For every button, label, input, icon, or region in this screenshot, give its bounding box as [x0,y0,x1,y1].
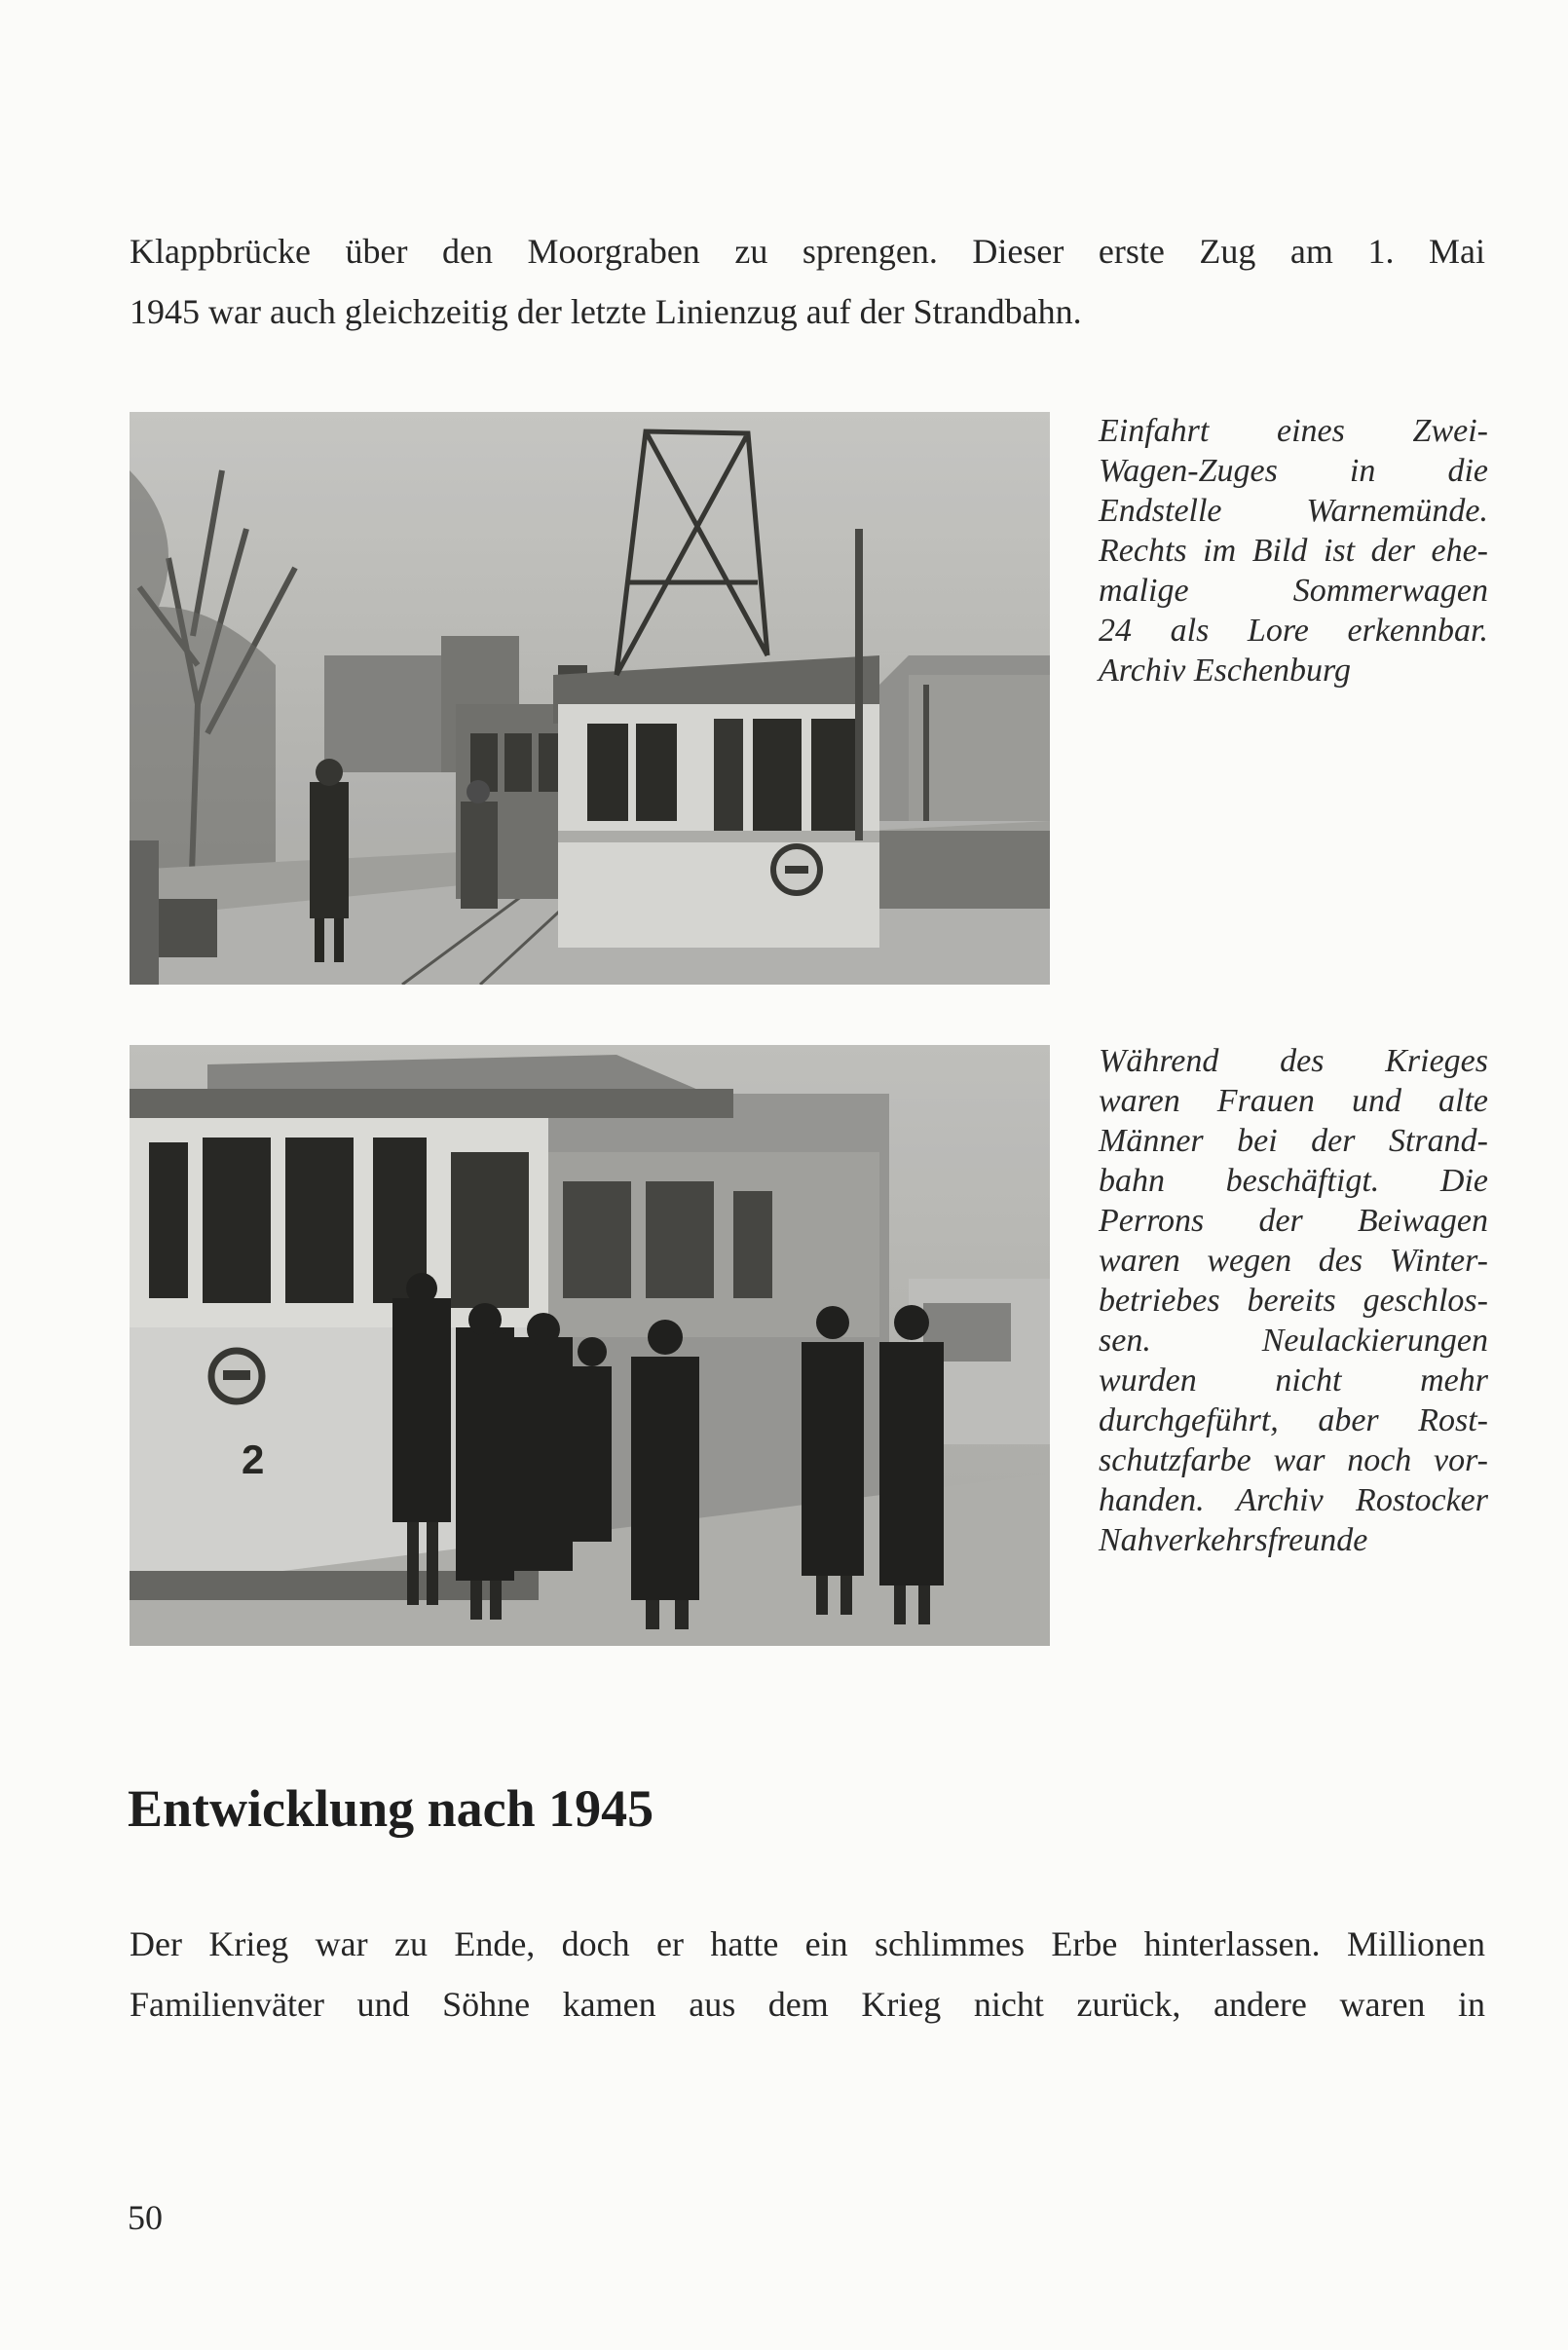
caption-2-line-3: Männer bei der Strand- [1099,1123,1488,1159]
caption-2-line-2: waren Frauen und alte [1099,1083,1488,1119]
caption-2-line-10: durchgeführt, aber Rost- [1099,1402,1488,1438]
caption-2-line-12: handen. Archiv Rostocker [1099,1482,1488,1518]
intro-line-1: Klappbrücke über den Moorgraben zu sprengen. Dieser erste Zug am 1. Mai [130,232,1485,271]
caption-2-line-1: Während des Krieges [1099,1043,1488,1079]
caption-2-line-4: bahn beschäftigt. Die [1099,1163,1488,1199]
photo-tram-arrival [130,412,1050,985]
photo-crew [130,1045,1050,1646]
caption-1-line-6: 24 als Lore erkennbar. [1099,613,1488,649]
page-number: 50 [128,2198,163,2237]
body-line-1: Der Krieg war zu Ende, doch er hatte ein schlimmes Erbe hinterlassen. Millionen [130,1924,1485,1963]
caption-1-line-7: Archiv Eschenburg [1099,653,1352,689]
intro-line-2: 1945 war auch gleichzeitig der letzte Linienzug auf der Strandbahn. [130,292,1082,331]
caption-1-line-1: Einfahrt eines Zwei- [1099,413,1488,449]
photo-tram-arrival-image [130,412,1050,985]
caption-2-line-13: Nahverkehrsfreunde [1099,1522,1368,1558]
caption-2-line-7: betriebes bereits geschlos- [1099,1283,1488,1319]
caption-1-line-4: Rechts im Bild ist der ehe- [1099,533,1488,569]
caption-tram-arrival [1099,411,1488,690]
car-number: 2 [242,1436,265,1482]
photo-crew-image [130,1045,1050,1646]
caption-2-line-6: waren wegen des Winter- [1099,1243,1488,1279]
caption-2-line-5: Perrons der Beiwagen [1099,1203,1488,1239]
body-line-2: Familienväter und Söhne kamen aus dem Krieg nicht zurück, andere waren in [130,1985,1485,2024]
caption-crew [1099,1041,1488,1560]
caption-2-line-8: sen. Neulackierungen [1099,1323,1488,1359]
caption-1-line-3: Endstelle Warnemünde. [1099,493,1488,529]
body-paragraph [130,1914,1485,2034]
intro-paragraph [130,221,1485,342]
caption-2-line-9: wurden nicht mehr [1099,1362,1488,1399]
caption-1-line-2: Wagen-Zuges in die [1099,453,1488,489]
caption-2-line-11: schutzfarbe war noch vor- [1099,1442,1488,1478]
section-heading: Entwicklung nach 1945 [128,1779,654,1838]
caption-1-line-5: malige Sommerwagen [1099,573,1488,609]
